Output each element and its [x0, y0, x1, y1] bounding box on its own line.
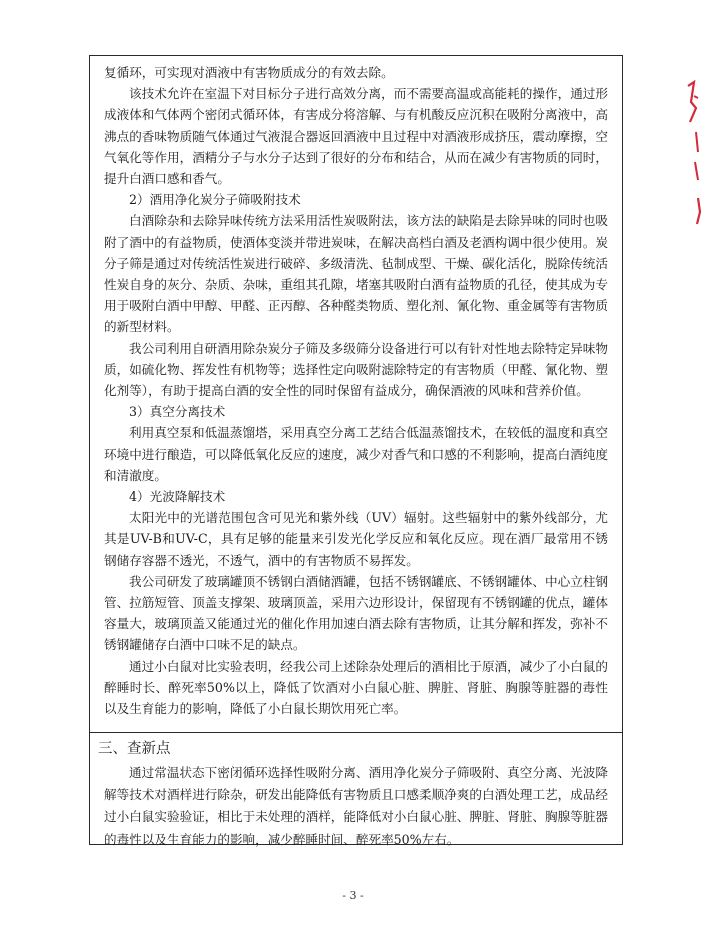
section-divider — [90, 732, 622, 733]
content-table — [89, 55, 623, 845]
section-3-title: 三、查新点 — [98, 741, 171, 757]
paragraph-uv-spectrum: 太阳光中的光谱范围包含可见光和紫外线（UV）辐射。这些辐射中的紫外线部分，尤其是UV-B和UV-C，具有足够的能量来引发光化学反应和氧化反应。现在酒厂最常用不锈钢储存容器不透光，不透气，酒中的有害物质不易挥发。 — [104, 510, 608, 568]
heading-vacuum-separation: 3）真空分离技术 — [129, 404, 226, 420]
novelty-section — [98, 736, 608, 851]
heading-carbon-sieve: 2）酒用净化炭分子筛吸附技术 — [129, 192, 301, 208]
paragraph-glass-tank: 我公司研发了玻璃罐顶不锈钢白酒储酒罐，包括不锈钢罐底、不锈钢罐体、中心立柱钢管、拉筋短管、顶盖支撑架、玻璃顶盖，采用六边形设计，保留现有不锈钢罐的优点，罐体容量大，玻璃顶盖又能通过光的催化作用加速白酒去除有害物质，让其分解和挥发，弥补不锈钢罐储存白酒中口味不足的缺点。 — [104, 573, 608, 653]
paragraph-circulation-technique: 该技术允许在室温下对目标分子进行高效分离，而不需要高温或高能耗的操作，通过形成液体和气体两个密闭式循环体，有害成分将溶解、与有机酸反应沉积在吸附分离液中，高沸点的香味物质随气体通过气液混合器返回酒液中且过程中对酒液形成挤压，震动摩擦，空气氧化等作用，酒精分子与水分子达到了很好的分布和结合，从而在减少有害物质的同时，提升白酒口感和香气。 — [104, 86, 608, 187]
section-3-body: 通过常温状态下密闭循环选择性吸附分离、酒用净化炭分子筛吸附、真空分离、光波降解等技术对酒样进行除杂，研发出能降低有害物质且口感柔顺净爽的白酒处理工艺，成品经过小白鼠实验验证，相比于未处理的酒样，能降低对小白鼠心脏、脾脏、肾脏、胸腺等脏器的毒性以及生育能力的影响，减少醉睡时间、醉死率50%左右。 — [104, 765, 608, 847]
paragraph-carbon-sieve-intro: 白酒除杂和去除异味传统方法采用活性炭吸附法，该方法的缺陷是去除异味的同时也吸附了酒中的有益物质，使酒体变淡并带进炭味，在解决高档白酒及老酒构调中很少使用。炭分子筛是通过对传统活性炭进行破碎、多级清洗、毡制成型、干燥、碳化活化，脱除传统活性炭自身的灰分、杂质、杂味，重组其孔隙，堵塞其吸附白酒有益物质的孔径，使其成为专用于吸附白酒中甲醇、甲醛、正丙醇、各种醛类物质、塑化剂、氰化物、重金属等有害物质的新型材料。 — [104, 213, 608, 335]
paragraph-continuation: 复循环，可实现对酒液中有害物质成分的有效去除。 — [104, 65, 394, 80]
paragraph-mouse-experiment: 通过小白鼠对比实验表明，经我公司上述除杂处理后的酒相比于原酒，减少了小白鼠的醉睡时长、醉死率50%以上，降低了饮酒对小白鼠心脏、脾脏、肾脏、胸腺等脏器的毒性以及生育能力的影响，降低了小白鼠长期饮用死亡率。 — [104, 658, 608, 717]
technology-section — [104, 62, 608, 719]
heading-light-degradation: 4）光波降解技术 — [129, 489, 226, 505]
paragraph-vacuum-separation: 利用真空泵和低温蒸馏塔，采用真空分离工艺结合低温蒸馏技术，在较低的温度和真空环境中进行酿造，可以降低氧化反应的速度，减少对香气和口感的不利影响，提高白酒纯度和清澈度。 — [104, 425, 608, 483]
red-seal-edge-icon — [682, 62, 704, 232]
page-number: - 3 - — [342, 889, 364, 902]
paragraph-carbon-sieve-company: 我公司利用自研酒用除杂炭分子筛及多级筛分设备进行可以有针对性地去除特定异味物质，如硫化物、挥发性有机物等；选择性定向吸附滤除特定的有害物质（甲醛、氰化物、塑化剂等），有助于提高白酒的安全性的同时保留有益成分，确保酒液的风味和营养价值。 — [104, 340, 608, 399]
